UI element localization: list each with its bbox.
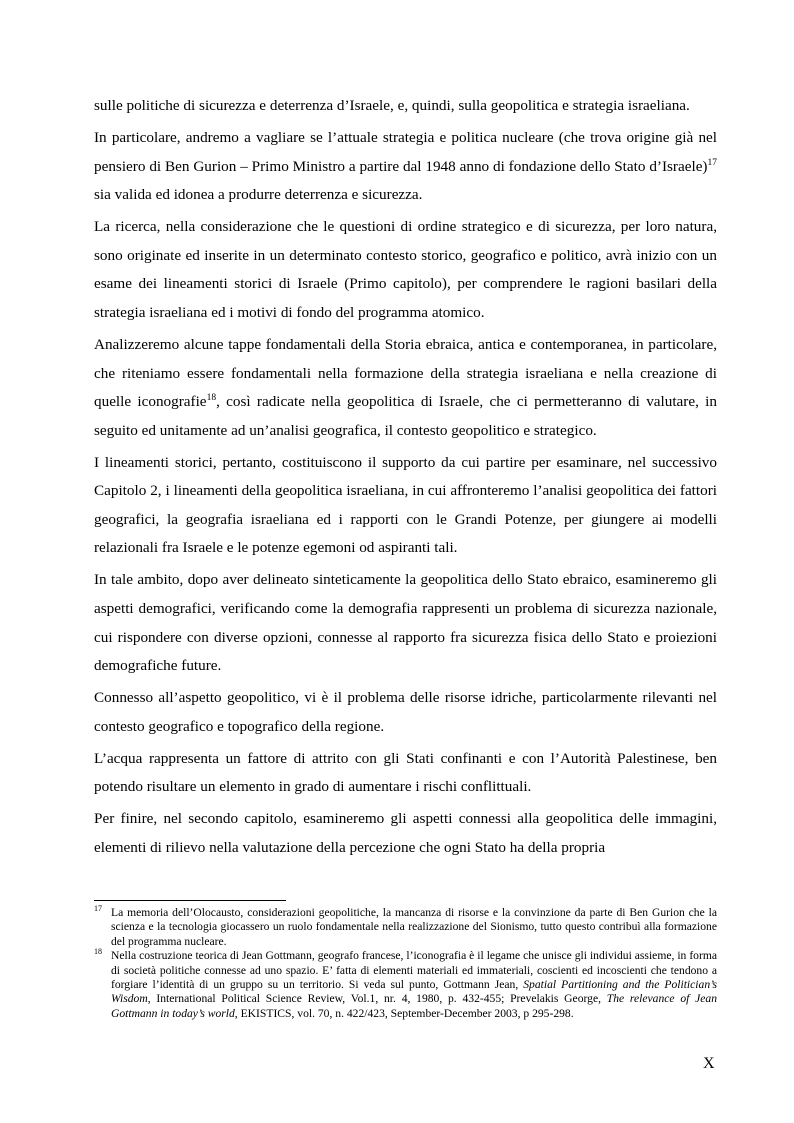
paragraph: [94, 331, 717, 445]
footnotes: [94, 906, 717, 1021]
footnote-separator: [94, 900, 286, 901]
footnote-ref[interactable]: 17: [707, 157, 717, 168]
paragraph: [94, 124, 717, 210]
footnote-citation-title: Spatial Partitioning and the Politician’s Wisdom: [111, 978, 717, 1006]
paragraph-text: , così radicate nella geopolitica di Israele, che ci permetteranno di valutare, in seguito ed unitamente ad un’analisi geografica, il contesto geopolitico e strategico.: [94, 393, 717, 439]
paragraph-text: sia valida ed idonea a produrre deterrenza e sicurezza.: [94, 186, 423, 204]
paragraph: Connesso all’aspetto geopolitico, vi è il problema delle risorse idriche, particolarmente rilevanti nel contesto geografico e topografico della regione.: [94, 689, 717, 735]
footnote-citation-title: The relevance of Jean Gottmann in today’s world: [111, 992, 717, 1020]
paragraph: sulle politiche di sicurezza e deterrenza d’Israele, e, quindi, sulla geopolitica e strategia israeliana.: [94, 97, 690, 114]
footnote-text: Nella costruzione teorica di Jean Gottmann, geografo francese, l’iconografia è il legame che unisce gli individui assieme, in forma di società politiche connesse ad uno spazio. E’ fatta di elementi materiali ed immateriali, coscienti ed incoscienti che tendono a forgiare l’identità di un gruppo su un territorio. Si veda sul punto, Gottmann Jean,: [111, 949, 717, 992]
footnote-text: , International Political Science Review, Vol.1, nr. 4, 1980, p. 432-455; Prevelakis George,: [147, 992, 607, 1006]
footnote-ref[interactable]: 18: [206, 393, 217, 404]
footnote-number: 17: [94, 904, 102, 913]
paragraph-text: In particolare, andremo a vagliare se l’attuale strategia e politica nucleare (che trova origine già nel pensiero di Ben Gurion – Primo Ministro a partire dal 1948 anno di fondazione dello Stato d’Israele): [94, 128, 717, 175]
paragraph-text: Analizzeremo alcune tappe fondamentali della Storia ebraica, antica e contemporanea, in particolare, che riteniamo essere fondamentali nella formazione della strategia israeliana e nella creazione di quelle iconografie: [94, 335, 717, 411]
paragraph: Per finire, nel secondo capitolo, esamineremo gli aspetti connessi alla geopolitica delle immagini, elementi di rilievo nella valutazione della percezione che ogni Stato ha della propria: [94, 810, 717, 856]
page-number: X: [703, 1055, 715, 1072]
paragraph: La ricerca, nella considerazione che le questioni di ordine strategico e di sicurezza, per loro natura, sono originate ed inserite in un determinato contesto storico, geografico e politico, avrà inizio con un esame dei lineamenti storici di Israele (Primo capitolo), per comprendere le ragioni basilari della strategia israeliana ed i motivi di fondo del programma atomico.: [94, 218, 717, 321]
footnote: [94, 949, 717, 1021]
paragraph: I lineamenti storici, pertanto, costituiscono il supporto da cui partire per esaminare, nel successivo Capitolo 2, i lineamenti della geopolitica israeliana, in cui affronteremo l’analisi geopolitica dei fattori geografici, la geografia israeliana ed i rapporti con le Grandi Potenze, per giungere ai modelli relazionali fra Israele e le potenze egemoni od aspiranti tali.: [94, 453, 717, 557]
paragraph: L’acqua rappresenta un fattore di attrito con gli Stati confinanti e con l’Autorità Palestinese, ben potendo risultare un elemento in grado di aumentare i rischi conflittuali.: [94, 749, 717, 796]
footnote-number: 18: [94, 947, 102, 957]
body-text: [94, 92, 717, 866]
footnote-text: La memoria dell’Olocausto, considerazioni geopolitiche, la mancanza di risorse e la convinzione da parte di Ben Gurion che la scienza e la tecnologia giocassero un ruolo fondamentale nella realizzazione del Sionismo, tutto questo contribuì alla formazione del programma nucleare.: [111, 906, 717, 948]
paragraph: In tale ambito, dopo aver delineato sinteticamente la geopolitica dello Stato ebraico, esamineremo gli aspetti demografici, verificando come la demografia rappresenti un problema di sicurezza nazionale, cui rispondere con diverse opzioni, connesse al rapporto fra sicurezza fisica dello Stato e proiezioni demografiche future.: [94, 571, 717, 675]
footnote: [94, 906, 717, 949]
footnote-text: , EKISTICS, vol. 70, n. 422/423, September-December 2003, p 295-298.: [234, 1006, 574, 1020]
